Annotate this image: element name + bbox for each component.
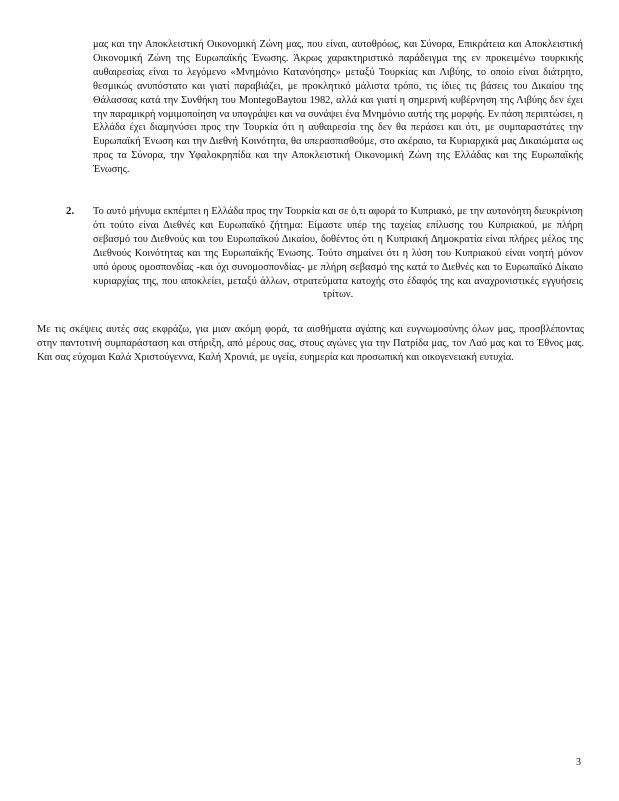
body-paragraph-1: μας και την Αποκλειστική Οικονομική Ζώνη μας, που είναι, αυτοθρόως, και Σύνορα, Επικράτεια και Αποκλειστική Οικονομική Ζώνη της Ευρωπαϊκής Ένωσης. Άκρως χαρακτηριστικό παράδειγμα της εν προκειμένω τουρκικής αυθαιρεσίας είναι το λεγόμενο «Μνημόνιο Κατανόησης» μεταξύ Τουρκίας και Λιβύης, το οποίο είναι διάτρητο, θεσμικώς ανυπόστατο και γιατί παραβιάζει, με προκλητικό μάλιστα τρόπο, τις ίδιες τις βάσεις του Δικαίου της Θάλασσας κατά την Συνθήκη του MontegoBaytou 1982, αλλά και γιατί η σημερινή κυβέρνηση της Λιβύης δεν έχει την παραμικρή νομιμοποίηση να υπογράψει και να συνάψει ένα Μνημόνιο αυτής της μορφής. Εν πάση περιπτώσει, η Ελλάδα έχει διαμηνύσει προς την Τουρκία ότι η αυθαιρεσία της δεν θα περάσει και ότι, με συμπαραστάτες την Ευρωπαϊκή Ένωση και την Διεθνή Κοινότητα, θα υπερασπισθούμε, στο ακέραιο, τα Κυριαρχικά μας Δικαιώματα ως προς τα Σύνορα, την Υφαλοκρηπίδα και την Αποκλειστική Οικονομική Ζώνη της Ελλάδας και της Ευρωπαϊκής Ένωσης. — [93, 39, 583, 176]
list-item-text: Το αυτό μήνυμα εκπέμπει η Ελλάδα προς την Τουρκία και σε ό,τι αφορά το Κυπριακό, με την αυτονόητη διευκρίνιση ότι τούτο είναι Διεθνές και Ευρωπαϊκό ζήτημα: Είμαστε υπέρ της ταχείας επίλυσης του Κυπριακού, με πλήρη σεβασμό του Διεθνούς και του Ευρωπαϊκού Δικαίου, δοθέντος ότι η Κυπριακή Δημοκρατία είναι πλήρες μέλος της Διεθνούς Κοινότητας και της Ευρωπαϊκής Ένωσης. Τούτο σημαίνει ότι η λύση του Κυπριακού είναι νοητή μόνον υπό όρους ομοσπονδίας -και όχι συνομοσπονδίας- με πλήρη σεβασμό της κατά το Διεθνές και το Ευρωπαϊκό Δίκαιο κυριαρχίας της, που αποκλείει, μεταξύ άλλων, στρατεύματα κατοχής στο έδαφός της και αναχρονιστικές εγγυήσεις τρίτων. — [93, 206, 583, 301]
page-number: 3 — [576, 757, 581, 768]
closing-paragraph: Με τις σκέψεις αυτές σας εκφράζω, για μιαν ακόμη φορά, τα αισθήματα αγάπης και ευγνωμοσύνης όλων μας, προσβλέποντας στην παντοτινή συμπαράσταση και στήριξη, από μέρους σας, στους αγώνες για την Πατρίδα μας, τον Λαό μας και το Έθνος μας. Και σας εύχομαι Καλά Χριστούγεννα, Καλή Χρονιά, με υγεία, ευημερία και προσωπική και οικογενειακή ευτυχία. — [37, 324, 584, 363]
list-item-number: 2. — [66, 205, 75, 217]
